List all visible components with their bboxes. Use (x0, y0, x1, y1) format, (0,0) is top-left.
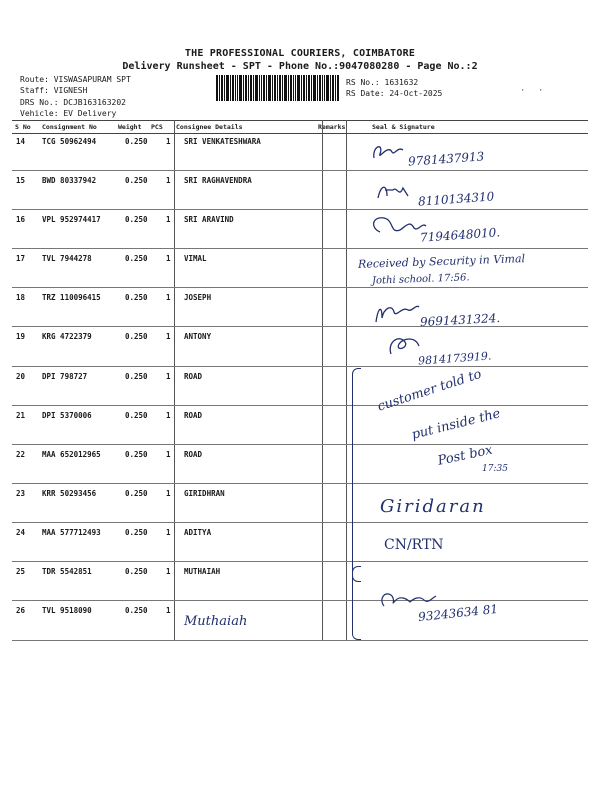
vehicle-label: Vehicle: EV Delivery (20, 109, 117, 118)
cell-consignment: KRR 50293456 (42, 489, 97, 498)
cell-weight: 0.250 (125, 176, 148, 185)
cell-consignment: MAA 577712493 (42, 528, 101, 537)
cell-pcs: 1 (166, 215, 171, 224)
cell-pcs: 1 (166, 137, 171, 146)
cell-weight: 0.250 (125, 528, 148, 537)
cell-weight: 0.250 (125, 450, 148, 459)
cell-pcs: 1 (166, 332, 171, 341)
row-divider (12, 483, 588, 484)
cell-consignee: SRI ARAVIND (184, 215, 234, 224)
handwritten-phone-r15: 8110134310 (417, 189, 495, 209)
cell-sno: 25 (16, 567, 26, 576)
cell-sno: 19 (16, 332, 26, 341)
cell-sno: 17 (16, 254, 26, 263)
cell-pcs: 1 (166, 489, 171, 498)
cell-consignee: SRI VENKATESHWARA (184, 137, 261, 146)
cell-weight: 0.250 (125, 254, 148, 263)
cell-pcs: 1 (166, 372, 171, 381)
cell-consignee: GIRIDHRAN (184, 489, 225, 498)
cell-consignment: MAA 652012965 (42, 450, 101, 459)
col-header-sno: S No (15, 123, 31, 131)
cell-consignee: JOSEPH (184, 293, 212, 302)
cell-consignee: ANTONY (184, 332, 212, 341)
handwritten-note-group-line1: customer told to (375, 366, 484, 415)
col-header-weight: Weight (118, 123, 142, 131)
cell-sno: 20 (16, 372, 26, 381)
cell-weight: 0.250 (125, 372, 148, 381)
drs-label: DRS No.: DCJB163163202 (20, 98, 126, 107)
col-header-seal: Seal & Signature (372, 123, 435, 131)
row-divider (12, 405, 588, 406)
col-header-consignment: Consignment No (42, 123, 97, 131)
handwritten-time: 17:35 (482, 464, 508, 474)
cell-consignment: TRZ 110096415 (42, 293, 101, 302)
column-divider (174, 120, 175, 640)
note-bracket (352, 368, 361, 582)
handwritten-note-group-line2: put inside the (410, 406, 502, 443)
cell-weight: 0.250 (125, 411, 148, 420)
col-header-remarks: Remarks (318, 123, 346, 131)
staff-label: Staff: VIGNESH (20, 86, 88, 95)
row-divider (12, 600, 588, 601)
handwritten-note-group-line3: Post box (436, 442, 494, 469)
row-divider (12, 444, 588, 445)
row-divider (12, 209, 588, 210)
row-divider (12, 326, 588, 327)
handwritten-note-r24: CN/RTN (384, 537, 444, 553)
handwritten-phone-r19: 9814173919. (417, 349, 492, 368)
cell-pcs: 1 (166, 411, 171, 420)
cell-consignee: VIMAL (184, 254, 207, 263)
signature-scribble (370, 140, 406, 162)
column-divider (322, 120, 323, 640)
row-divider (12, 640, 588, 641)
document-subtitle: Delivery Runsheet - SPT - Phone No.:9047080280 - Page No.:2 (122, 61, 478, 72)
cell-consignment: KRG 4722379 (42, 332, 92, 341)
signature-scribble (372, 298, 422, 326)
cell-consignment: BWD 80337942 (42, 176, 97, 185)
cell-sno: 22 (16, 450, 26, 459)
handwritten-phone-r26: 93243634 81 (417, 601, 499, 625)
cell-weight: 0.250 (125, 137, 148, 146)
cell-sno: 26 (16, 606, 26, 615)
cell-weight: 0.250 (125, 215, 148, 224)
cell-sno: 14 (16, 137, 26, 146)
cell-weight: 0.250 (125, 332, 148, 341)
row-divider (12, 366, 588, 367)
cell-weight: 0.250 (125, 606, 148, 615)
cell-weight: 0.250 (125, 489, 148, 498)
cell-pcs: 1 (166, 450, 171, 459)
row-divider (12, 522, 588, 523)
handwritten-note-r17-line2: Jothi school. 17:56. (371, 272, 470, 287)
rs-date-label: RS Date: 24-Oct-2025 (346, 89, 443, 98)
cell-sno: 23 (16, 489, 26, 498)
cell-pcs: 1 (166, 567, 171, 576)
handwritten-note-r17: Received by Security in Vimal (357, 252, 526, 271)
route-label: Route: VISWASAPURAM SPT (20, 75, 131, 84)
cell-sno: 15 (16, 176, 26, 185)
row-divider (12, 287, 588, 288)
cell-consignee: ADITYA (184, 528, 212, 537)
handwritten-phone-r16: 7194648010. (419, 225, 501, 245)
cell-pcs: 1 (166, 293, 171, 302)
note-bracket (352, 566, 361, 640)
row-divider (12, 170, 588, 171)
cell-pcs: 1 (166, 528, 171, 537)
margin-tick: · (520, 86, 526, 96)
cell-consignment: TDR 5542851 (42, 567, 92, 576)
row-divider (12, 248, 588, 249)
signature-scribble (375, 180, 411, 202)
column-divider (346, 120, 347, 640)
table-header-border (12, 133, 588, 134)
cell-sno: 24 (16, 528, 26, 537)
cell-sno: 16 (16, 215, 26, 224)
cell-consignment: DPI 798727 (42, 372, 88, 381)
cell-consignment: TVL 9518090 (42, 606, 92, 615)
cell-pcs: 1 (166, 606, 171, 615)
cell-consignment: DPI 5370006 (42, 411, 92, 420)
cell-consignment: VPL 952974417 (42, 215, 101, 224)
cell-consignee: SRI RAGHAVENDRA (184, 176, 252, 185)
handwritten-consignee-r26: Muthaiah (184, 614, 248, 629)
cell-consignee: MUTHAIAH (184, 567, 221, 576)
col-header-pcs: PCS (151, 123, 163, 131)
handwritten-phone-r18: 9691431324. (419, 310, 501, 330)
table-top-border (12, 120, 588, 121)
cell-sno: 18 (16, 293, 26, 302)
cell-sno: 21 (16, 411, 26, 420)
handwritten-name-r23: Giridaran (380, 496, 486, 517)
cell-weight: 0.250 (125, 567, 148, 576)
cell-consignee: ROAD (184, 450, 203, 459)
cell-consignment: TVL 7944278 (42, 254, 92, 263)
col-header-consignee: Consignee Details (176, 123, 243, 131)
barcode (216, 75, 340, 107)
cell-consignee: ROAD (184, 372, 203, 381)
cell-pcs: 1 (166, 254, 171, 263)
row-divider (12, 561, 588, 562)
cell-pcs: 1 (166, 176, 171, 185)
cell-consignment: TCG 50962494 (42, 137, 97, 146)
rs-no-label: RS No.: 1631632 (346, 78, 419, 87)
handwritten-phone-r14: 9781437913 (407, 149, 485, 169)
cell-weight: 0.250 (125, 293, 148, 302)
document-title: THE PROFESSIONAL COURIERS, COIMBATORE (184, 48, 416, 59)
margin-tick: · (538, 86, 544, 96)
cell-consignee: ROAD (184, 411, 203, 420)
